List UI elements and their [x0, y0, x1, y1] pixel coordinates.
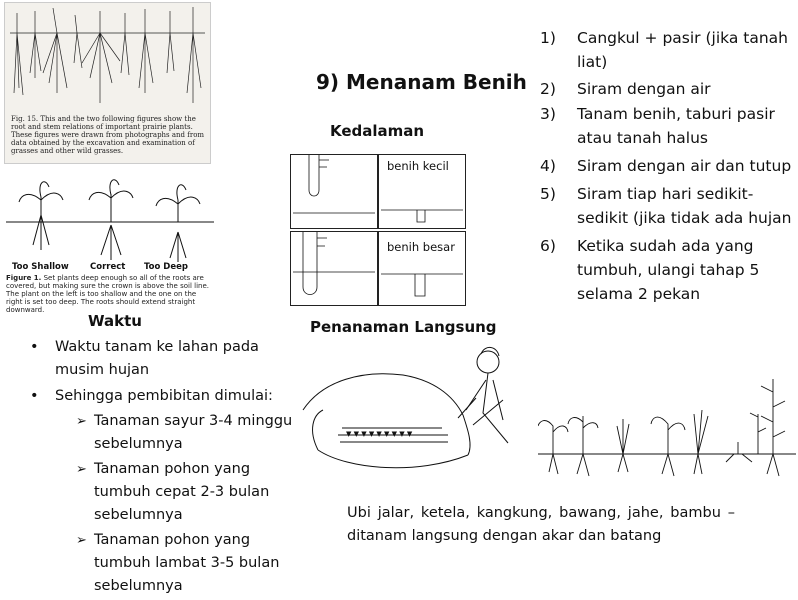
- small-seed-label: benih kecil: [387, 159, 449, 173]
- list-item: [540, 234, 798, 306]
- finger-press-small-icon: [291, 155, 377, 228]
- label-correct: Correct: [90, 262, 126, 272]
- sub-list-item: [76, 410, 300, 456]
- finger-shallow-box: [290, 154, 378, 229]
- list-item: [540, 154, 798, 178]
- small-seed-box: [378, 154, 466, 229]
- finger-deep-box: [290, 231, 378, 306]
- list-item: [540, 26, 798, 74]
- planting-depth-figure: [6, 170, 214, 315]
- list-item: • Sehingga pembibitan dimulai:: [30, 388, 273, 404]
- depth-figure-caption: [6, 274, 212, 314]
- root-system-illustration: [5, 3, 210, 113]
- steps-list: [540, 26, 798, 306]
- step-number: 6): [540, 237, 556, 255]
- kedalaman-heading: Kedalaman: [330, 122, 425, 140]
- depth-caption-bold: Figure 1.: [6, 274, 42, 282]
- waktu-list: [30, 336, 300, 598]
- waktu-heading: Waktu: [88, 312, 142, 330]
- bullet-text: Sehingga pembibitan dimulai:: [55, 388, 273, 404]
- arrow-bullet-icon: ➢: [76, 533, 87, 548]
- step-text: Ketika sudah ada yang tumbuh, ulangi tahap 5 selama 2 pekan: [577, 237, 760, 303]
- list-item: • Waktu tanam ke lahan pada musim hujan: [30, 339, 259, 378]
- step-number: 4): [540, 157, 556, 175]
- bullet-text: Waktu tanam ke lahan pada musim hujan: [55, 339, 259, 378]
- finger-press-large-icon: [291, 232, 377, 305]
- step-number: 3): [540, 105, 556, 123]
- step-text: Siram dengan air: [577, 80, 711, 98]
- direct-planting-crops-text: Ubi jalar, ketela, kangkung, bawang, jahe, bambu – ditanam langsung dengan akar dan batang: [347, 505, 735, 544]
- planting-depth-illustration: [6, 170, 214, 262]
- depth-caption-text: Set plants deep enough so all of the roots are covered, but making sure the crown is above the soil line. The plant on the left is too shallow and the one on the right is set too deep. The roots should extend straight downward.: [6, 274, 209, 314]
- list-item: [540, 77, 798, 101]
- svg-text:▼ ▼ ▼ ▼ ▼ ▼ ▼ ▼ ▼: ▼ ▼ ▼ ▼ ▼ ▼ ▼ ▼ ▼: [346, 430, 413, 438]
- label-too-deep: Too Deep: [144, 262, 188, 272]
- list-item: [540, 182, 798, 230]
- sub-list-item: [76, 458, 300, 527]
- step-text: Siram dengan air dan tutup: [577, 157, 792, 175]
- list-item: [540, 102, 798, 150]
- step-text: Tanam benih, taburi pasir atau tanah halus: [577, 105, 775, 147]
- root-figure-caption: Fig. 15. This and the two following figures show the root and stem relations of important prairie plants. These figures were drawn from photographs and from data obtained by the excavation and examination of grasses and other wild grasses.: [11, 115, 205, 155]
- woman-planting-illustration: [298, 340, 528, 480]
- step-text: Siram tiap hari sedikit-sedikit (jika tidak ada hujan: [577, 185, 792, 227]
- step-number: 5): [540, 185, 556, 203]
- penanaman-heading: Penanaman Langsung: [310, 318, 497, 336]
- step-number: 1): [540, 29, 556, 47]
- arrow-bullet-icon: ➢: [76, 414, 87, 429]
- label-too-shallow: Too Shallow: [12, 262, 69, 272]
- sub-item-text: Tanaman pohon yang tumbuh cepat 2-3 bulan sebelumnya: [94, 461, 270, 523]
- step-text: Cangkul + pasir (jika tanah liat): [577, 29, 788, 71]
- large-seed-label: benih besar: [387, 240, 455, 254]
- large-seed-box: [378, 231, 466, 306]
- sub-list-item: [76, 529, 300, 598]
- arrow-bullet-icon: ➢: [76, 462, 87, 477]
- sub-item-text: Tanaman sayur 3-4 minggu sebelumnya: [94, 413, 293, 452]
- step-number: 2): [540, 80, 556, 98]
- depth-diagram: [290, 154, 466, 304]
- page-title: 9) Menanam Benih: [316, 70, 527, 94]
- root-system-figure: [4, 2, 211, 164]
- sub-item-text: Tanaman pohon yang tumbuh lambat 3-5 bulan sebelumnya: [94, 532, 280, 594]
- seedlings-illustration: [538, 372, 796, 490]
